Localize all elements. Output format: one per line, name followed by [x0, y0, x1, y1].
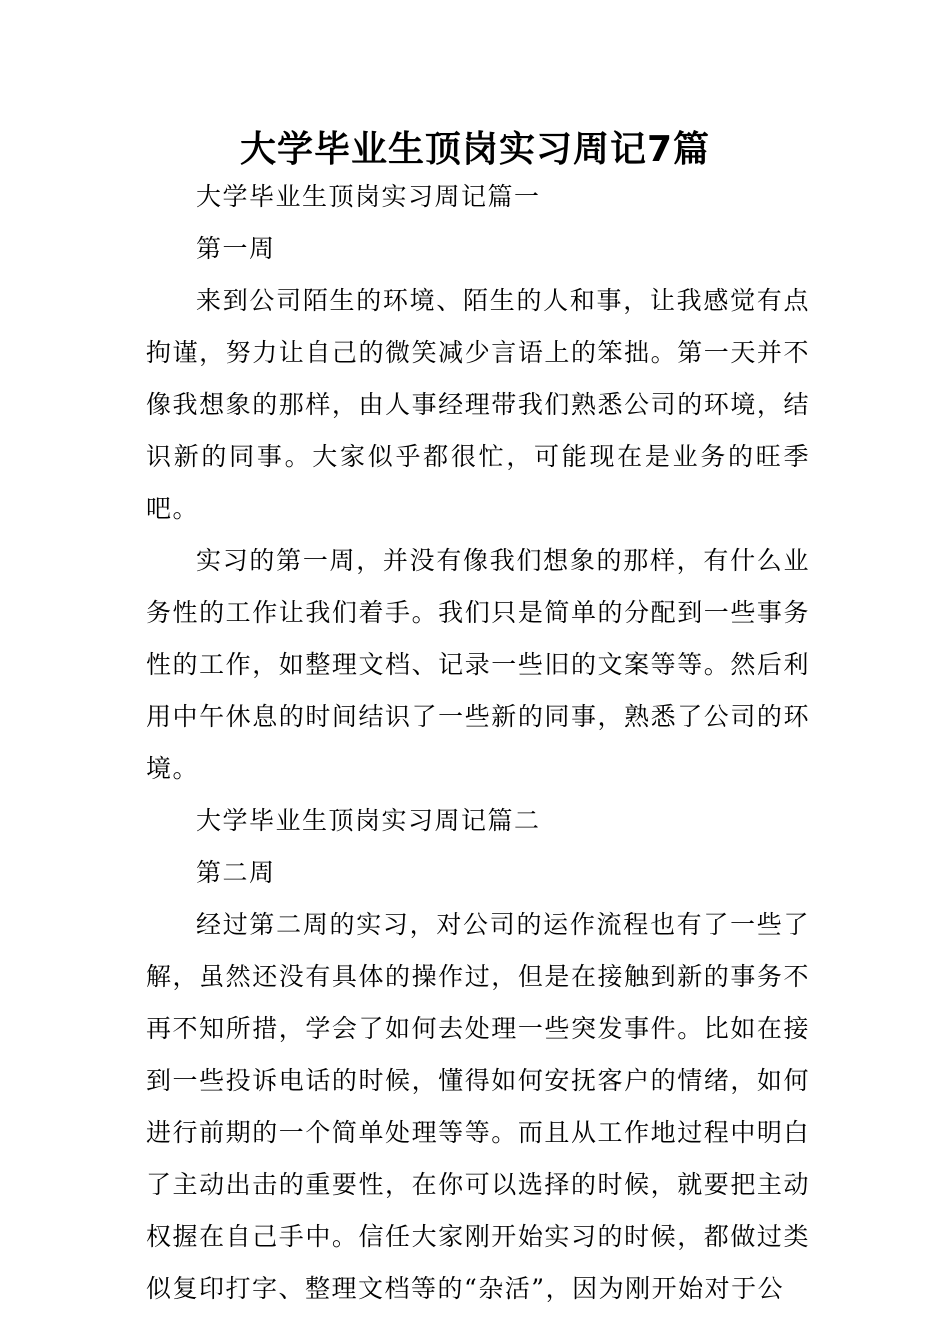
paragraph: 来到公司陌生的环境、陌生的人和事，让我感觉有点拘谨，努力让自己的微笑减少言语上的笨拙。第一天并不像我想象的那样，由人事经理带我们熟悉公司的环境，结识新的同事。大家似乎都很忙，可能现在是业务的旺季吧。 — [146, 286, 810, 523]
paragraph: 实习的第一周，并没有像我们想象的那样，有什么业务性的工作让我们着手。我们只是简单的分配到一些事务性的工作，如整理文档、记录一些旧的文案等等。然后利用中午休息的时间结识了一些新的同事，熟悉了公司的环境。 — [146, 546, 810, 783]
document-body — [146, 171, 810, 1315]
document-title: 大学毕业生顶岗实习周记7篇 — [239, 129, 711, 170]
week-label: 第一周 — [196, 234, 276, 263]
section-heading: 大学毕业生顶岗实习周记篇一 — [196, 182, 541, 211]
section-heading: 大学毕业生顶岗实习周记篇二 — [196, 806, 541, 835]
week-label: 第二周 — [196, 858, 276, 887]
paragraph: 经过第二周的实习，对公司的运作流程也有了一些了解，虽然还没有具体的操作过，但是在接触到新的事务不再不知所措，学会了如何去处理一些突发事件。比如在接到一些投诉电话的时候，懂得如何安抚客户的情绪，如何进行前期的一个简单处理等等。而且从工作地过程中明白了主动出击的重要性，在你可以选择的时候，就要把主动权握在自己手中。信任大家刚开始实习的时候，都做过类似复印打字、整理文档等的“杂活”，因为刚开始对于公 — [146, 910, 810, 1303]
